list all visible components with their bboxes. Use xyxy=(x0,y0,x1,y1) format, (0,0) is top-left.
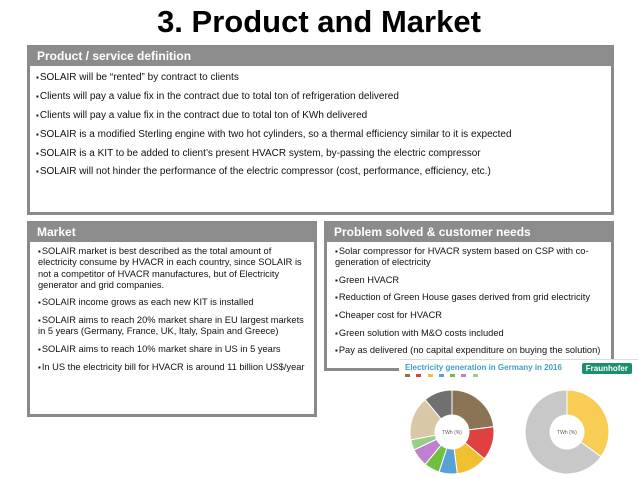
electricity-chart-image xyxy=(399,359,638,479)
problem-item-text: Reduction of Green House gases derived from grid electricity xyxy=(338,292,590,303)
problem-item xyxy=(335,345,605,356)
product-item-text: Clients will pay a value fix in the contract due to total ton of KWh delivered xyxy=(39,109,368,121)
market-item xyxy=(38,315,308,338)
problem-body xyxy=(325,242,613,370)
market-item-text: SOLAIR income grows as each new KIT is installed xyxy=(41,297,254,308)
product-item xyxy=(36,129,611,141)
product-item-text: SOLAIR will not hinder the performance of the electric compressor (cost, performance, efficiency, etc.) xyxy=(39,166,491,178)
product-item xyxy=(36,91,611,103)
market-item xyxy=(38,362,308,373)
bullet-icon: ▪ xyxy=(36,129,39,139)
problem-item-text: Green HVACR xyxy=(338,274,400,285)
product-definition-list xyxy=(30,66,611,178)
product-item-text: Clients will pay a value fix in the contract due to total ton of refrigeration delivered xyxy=(39,90,399,102)
bullet-icon: ▪ xyxy=(335,328,338,338)
problem-panel xyxy=(324,221,614,371)
market-header: Market xyxy=(28,222,316,242)
problem-item xyxy=(335,310,605,321)
market-item xyxy=(38,297,308,308)
problem-item-text: Cheaper cost for HVACR xyxy=(338,310,443,321)
bullet-icon: ▪ xyxy=(36,110,39,120)
bullet-icon: ▪ xyxy=(335,275,338,285)
bullet-icon: ▪ xyxy=(38,362,41,372)
market-item-text: In US the electricity bill for HVACR is around 11 billion US$/year xyxy=(41,361,305,372)
chart-title: Electricity generation in Germany in 2016 xyxy=(405,363,562,372)
bullet-icon: ▪ xyxy=(36,73,39,82)
market-item-text: SOLAIR aims to reach 20% market share in EU largest markets in 5 years (Germany, France, UK, Italy, Spain and Greece) xyxy=(38,315,304,337)
problem-item xyxy=(335,275,605,286)
product-item xyxy=(36,148,611,160)
fraunhofer-logo: Fraunhofer xyxy=(582,363,632,374)
bullet-icon: ▪ xyxy=(335,247,338,256)
bullet-icon: ▪ xyxy=(38,316,41,326)
pie-slice xyxy=(452,390,494,430)
market-item-text: SOLAIR market is best described as the total amount of electricity consume by HVACR in each country, since SOLAIR is not a competitor of HVACR manufactures, but of Electricity generator and grid companies. xyxy=(38,246,302,290)
product-item xyxy=(36,72,611,84)
product-item-text: SOLAIR will be “rented” by contract to clients xyxy=(39,72,239,83)
bullet-icon: ▪ xyxy=(335,311,338,321)
problem-header: Problem solved & customer needs xyxy=(325,222,613,242)
product-definition-header: Product / service definition xyxy=(28,46,613,66)
bullet-icon: ▪ xyxy=(36,91,39,101)
problem-list xyxy=(327,242,611,357)
problem-item xyxy=(335,292,605,303)
product-item xyxy=(36,110,611,122)
problem-item-text: Green solution with M&O costs included xyxy=(338,327,504,338)
market-body xyxy=(28,242,316,416)
bullet-icon: ▪ xyxy=(38,298,41,308)
product-item-text: SOLAIR is a KIT to be added to client’s present HVACR system, by-passing the electric compressor xyxy=(39,147,481,159)
pie-left-label: TWh (%) xyxy=(442,430,462,436)
market-item xyxy=(38,344,308,355)
product-definition-panel xyxy=(27,45,614,215)
bullet-icon: ▪ xyxy=(335,346,338,356)
product-item-text: SOLAIR is a modified Sterling engine with two hot cylinders, so a thermal efficiency similar to it is expected xyxy=(39,128,512,140)
market-panel xyxy=(27,221,317,417)
pie-charts xyxy=(399,360,638,479)
market-item xyxy=(38,246,308,291)
product-definition-body xyxy=(28,66,613,214)
bullet-icon: ▪ xyxy=(36,148,39,158)
problem-item-text: Pay as delivered (no capital expenditure on buying the solution) xyxy=(338,345,601,356)
pie-right-label: TWh (%) xyxy=(557,430,577,436)
bullet-icon: ▪ xyxy=(38,344,41,354)
market-list xyxy=(30,242,314,373)
product-item xyxy=(36,166,611,178)
market-item-text: SOLAIR aims to reach 10% market share in US in 5 years xyxy=(41,343,281,354)
problem-item-text: Solar compressor for HVACR system based on CSP with co-generation of electricity xyxy=(335,246,589,268)
bullet-icon: ▪ xyxy=(38,247,41,256)
bullet-icon: ▪ xyxy=(36,167,39,177)
bullet-icon: ▪ xyxy=(335,293,338,303)
problem-item xyxy=(335,328,605,339)
page-title: 3. Product and Market xyxy=(157,4,481,39)
problem-item xyxy=(335,246,605,269)
